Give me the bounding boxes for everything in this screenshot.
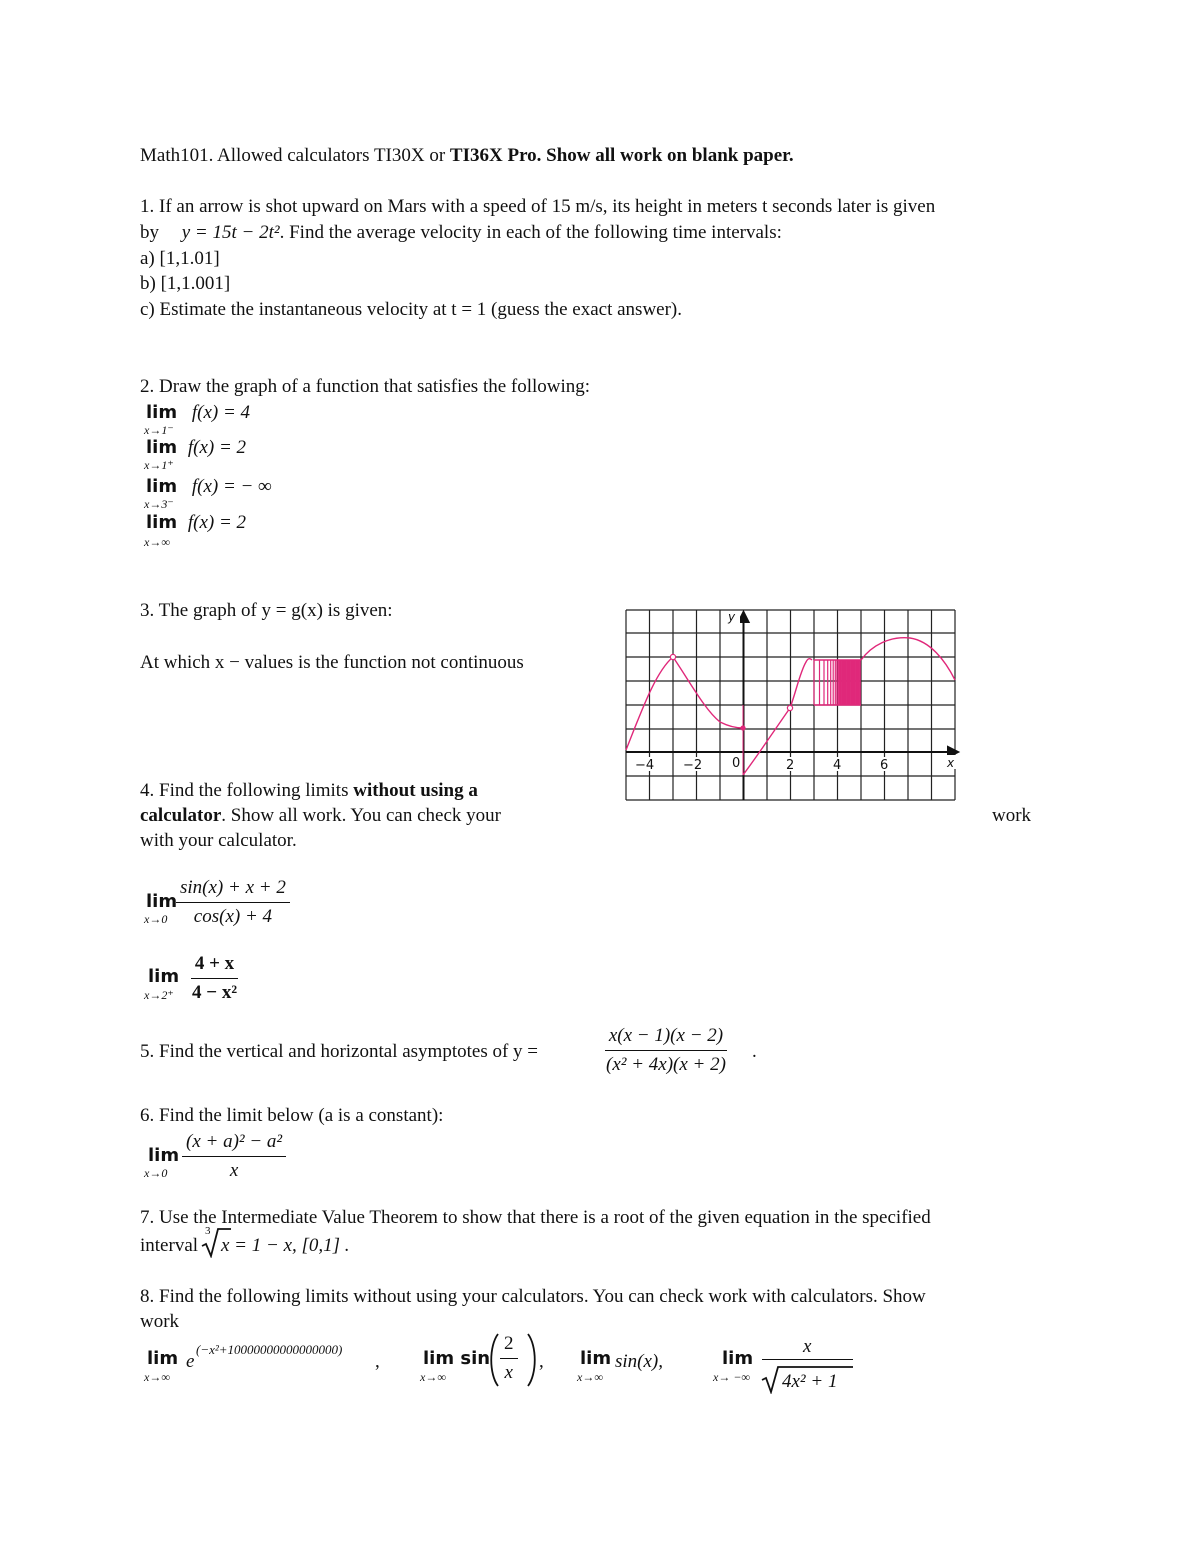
q4-lim1-fraction: [176, 877, 290, 928]
q8-lim3-expression: sin(x),: [615, 1351, 664, 1372]
limit-expression: f(x) = 4: [191, 402, 251, 423]
q8-lim2-sub: x→∞: [420, 1370, 446, 1384]
tick-label: −4: [635, 758, 655, 773]
q4-line1: [140, 781, 478, 800]
q2-limit-1: [146, 403, 250, 422]
q8-lim4-sub: x→ −∞: [713, 1370, 750, 1384]
open-point: [787, 705, 792, 710]
q4-text: . Show all work. You can check your: [221, 805, 501, 826]
q4-lim1-label: lim: [146, 891, 178, 912]
fraction-bar: [762, 1359, 853, 1360]
q7-equation: x = 1 − x, [0,1] .: [221, 1235, 350, 1256]
q4-bold-text: without using a: [353, 780, 478, 801]
tick-label: 0: [732, 756, 741, 771]
q4-line2: [140, 806, 501, 825]
q2-limit-3: [146, 477, 272, 496]
q3-intro: 3. The graph of y = g(x) is given:: [140, 600, 393, 621]
q8-lim1-base: e: [186, 1351, 195, 1372]
graph-points: [670, 654, 792, 730]
q8-lim1-label: lim: [147, 1348, 179, 1369]
q6-lim-label: lim: [148, 1145, 180, 1166]
q4-lim2-sub: x→2⁺: [144, 988, 174, 1002]
q1-part-c: c) Estimate the instantaneous velocity at t = 1 (guess the exact answer).: [140, 299, 683, 320]
q6-lim-sub: x→0: [144, 1166, 168, 1180]
q1-line1: 1. If an arrow is shot upward on Mars with a speed of 15 m/s, its height in meters t seconds later is given: [140, 196, 936, 217]
q4-bold-text: calculator: [140, 805, 222, 826]
lim-label: lim: [146, 402, 178, 423]
q2-limit-2-sub: x→1⁺: [144, 458, 174, 472]
q8-lim1-sub: x→∞: [144, 1370, 170, 1384]
q2-limit-3-sub: x→3⁻: [144, 497, 174, 511]
function-graph: [620, 605, 965, 805]
tick-label: 2: [786, 758, 795, 773]
q2-intro: 2. Draw the graph of a function that satisfies the following:: [140, 376, 591, 397]
q2-limit-1-sub: x→1⁻: [144, 423, 174, 437]
denominator: x: [229, 1160, 239, 1181]
q2-limit-2: [146, 438, 246, 457]
numerator: x(x − 1)(x − 2): [605, 1025, 727, 1051]
q8-lim2-label: lim sin: [423, 1348, 491, 1369]
oscillation-band: [814, 660, 860, 705]
q1-by: by: [140, 222, 159, 243]
header-bold-text: TI36X Pro. Show all work on blank paper.: [449, 145, 794, 166]
q1-rest: . Find the average velocity in each of the following time intervals:: [279, 222, 782, 243]
numerator: 2: [500, 1333, 518, 1359]
limit-expression: f(x) = 2: [187, 512, 247, 533]
q1-line2: [140, 223, 782, 242]
q4-lim1-sub: x→0: [144, 912, 168, 926]
q8-lim4-label: lim: [722, 1348, 754, 1369]
q8-lim4-numerator: x: [803, 1336, 812, 1357]
q8-lim2-fraction: [500, 1333, 518, 1384]
q8-line1: 8. Find the following limits without using your calculators. You can check work with calculators. Show: [140, 1286, 926, 1307]
denominator: (x² + 4x)(x + 2): [606, 1054, 726, 1075]
closed-point: [740, 725, 745, 730]
q1-equation: y = 15t − 2t²: [181, 222, 280, 243]
q8-line2: work: [140, 1311, 180, 1332]
denominator: cos(x) + 4: [193, 906, 273, 927]
q6-text: 6. Find the limit below (a is a constant):: [140, 1105, 444, 1126]
tick-label: 6: [880, 758, 889, 773]
q8-lim2-comma: ,: [539, 1351, 544, 1372]
tick-label: −2: [683, 758, 703, 773]
numerator: 4 + x: [191, 953, 238, 979]
q4-text: 4. Find the following limits: [140, 780, 354, 801]
q2-limit-4-sub: x→∞: [144, 535, 170, 549]
limit-expression: f(x) = 2: [187, 437, 247, 458]
q7-interval-label: interval: [140, 1235, 199, 1256]
x-axis-label: x: [947, 756, 955, 770]
q4-work: work: [992, 805, 1032, 826]
q7-line1: 7. Use the Intermediate Value Theorem to show that there is a root of the given equation in the specified: [140, 1207, 931, 1228]
q4-lim2-fraction: [188, 953, 241, 1004]
q8-lim3-sub: x→∞: [577, 1370, 603, 1384]
tick-label: 4: [833, 758, 842, 773]
q6-fraction: [182, 1131, 286, 1182]
y-axis-label: y: [728, 610, 736, 624]
q5-text: 5. Find the vertical and horizontal asymptotes of y =: [140, 1041, 539, 1062]
q4-lim2-label: lim: [148, 966, 180, 987]
denominator: x: [504, 1362, 513, 1383]
denominator: 4 − x²: [192, 982, 238, 1003]
root-index: 3: [205, 1225, 211, 1237]
limit-expression: f(x) = − ∞: [191, 476, 272, 497]
q8-lim4-denominator: 4x² + 1: [782, 1371, 838, 1392]
q5-end: .: [752, 1041, 757, 1062]
q8-lim1-exponent: (−x²+10000000000000000): [196, 1342, 343, 1357]
lim-label: lim: [146, 437, 178, 458]
q5-fraction: [602, 1025, 730, 1076]
curve-segment-4: [790, 659, 812, 708]
q3-question: At which x − values is the function not continuous: [140, 652, 524, 673]
q1-part-a: a) [1,1.01]: [140, 248, 220, 269]
open-point: [670, 654, 675, 659]
lim-label: lim: [146, 476, 178, 497]
numerator: (x + a)² − a²: [182, 1131, 286, 1157]
q8-lim3-label: lim: [580, 1348, 612, 1369]
q4-line3: with your calculator.: [140, 830, 297, 851]
lim-label: lim: [146, 512, 178, 533]
q8-lim1-comma: ,: [375, 1351, 380, 1372]
q1-part-b: b) [1,1.001]: [140, 273, 231, 294]
header-text: Math101. Allowed calculators TI30X or: [140, 145, 450, 166]
curve-segment-2: [673, 657, 743, 728]
header-line: [140, 146, 794, 165]
q2-limit-4: [146, 513, 246, 532]
numerator: sin(x) + x + 2: [176, 877, 290, 903]
